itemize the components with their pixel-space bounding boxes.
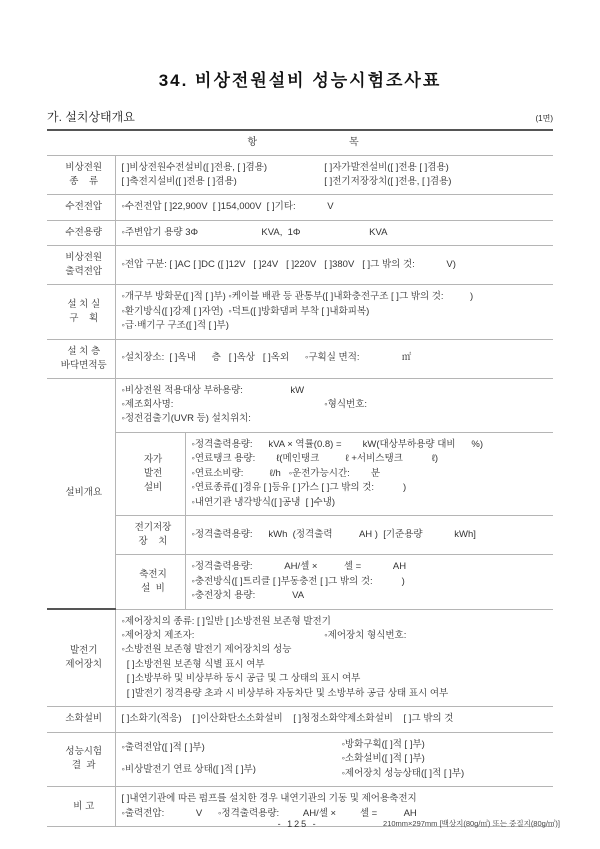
field-line: ◦비상발전기 연료 상태([ ]적 [ ]부) [121, 763, 256, 775]
field-line: ◦전압 구분: [ ]AC [ ]DC ([ ]12V [ ]24V [ ]220V [ ]380V [ ]그 밖의 것: V) [121, 258, 456, 270]
footer-paper-note: 210mm×297mm [백상지(80g/㎡) 또는 중질지(80g/㎡)] [383, 819, 560, 828]
row-label-room-partition: 설 치 실 구 획 [47, 285, 115, 340]
field-line: ◦연료소비량: ℓ/h ◦운전가능시간: 분 [191, 467, 381, 479]
field-line: ◦정격출력용량: AH/셀 × 셀 = AH [191, 561, 407, 572]
row-overview-generator [47, 432, 553, 516]
row-overview-battery [47, 555, 553, 610]
field-line: ◦급·배기구 구조([ ]적 [ ]부) [121, 320, 229, 331]
field-line: ◦출력전압: V ◦정격출력용량: AH/셀 × 셀 = AH [121, 807, 417, 819]
field-line: ◦정전검출기(UVR 등) 설치위치: [121, 413, 251, 424]
row-label-remarks: 비 고 [47, 787, 115, 827]
row-content-generator [185, 432, 553, 516]
field-line: ◦연료종류([ ]경유 [ ]등유 [ ]가스 [ ]그 밖의 것: ) [191, 482, 407, 493]
row-test-result [47, 732, 553, 787]
row-label-overview: 설비개요 [47, 378, 115, 609]
field-line: ◦제어장치의 종류: [ ]일반 [ ]소방전원 보존형 발전기 [121, 615, 331, 627]
field-line: ◦내연기관 냉각방식([ ]공냉 [ ]수냉) [191, 496, 336, 508]
row-label-incoming-capacity: 수전용량 [47, 220, 115, 246]
row-controller [47, 609, 553, 707]
row-floor-area [47, 339, 553, 378]
checkbox-line: [ ]전기저장장치([ ]전용, [ ]겸용) [324, 176, 452, 187]
row-room-partition [47, 285, 553, 340]
row-label-extinguishing: 소화설비 [47, 707, 115, 733]
row-label-generator: 자가 발전 설비 [115, 432, 185, 516]
row-overview-storage [47, 516, 553, 555]
row-content-power-type [115, 156, 553, 195]
row-content-incoming-capacity [115, 220, 553, 246]
row-content-overview-head [115, 378, 553, 432]
field-line: ◦주변압기 용량 3Φ KVA, 1Φ KVA [121, 226, 388, 238]
page-footer [0, 819, 600, 833]
row-content-floor-area [115, 339, 553, 378]
row-content-incoming-voltage [115, 195, 553, 221]
field-line: ◦환기방식([ ]강제 [ ]자연) ◦덕트([ ]방화댐퍼 부착 [ ]내화피복) [121, 305, 370, 317]
checkbox-line: [ ]축전지설비([ ]전용 [ ]겸용) [121, 176, 237, 187]
row-content-battery [185, 555, 553, 610]
field-line: ◦소방전원 보존형 발전기 제어장치의 성능 [121, 644, 292, 655]
table-header-cell [47, 130, 553, 156]
field-line: [ ]발전기 정격용량 초과 시 비상부하 자동차단 및 소방부하 공급 상태 표시 여부 [121, 687, 449, 699]
page-marker: (1면) [535, 114, 553, 123]
field-line: [ ]소화기(적응) [ ]이산화탄소소화설비 [ ]청정소화약제소화설비 [ ]그 밖의 것 [121, 713, 454, 724]
document-title: 34. 비상전원설비 성능시험조사표 [158, 71, 442, 90]
row-label-test-result: 성능시험 결 과 [47, 732, 115, 787]
header-mok: 목 [349, 137, 359, 148]
row-label-controller: 발전기 제어장치 [47, 609, 115, 707]
row-power-type [47, 156, 553, 195]
row-label-floor-area: 설 치 층 바닥면적등 [47, 339, 115, 378]
field-line: ◦정격출력용량: kWh (정격출력 AH ) [기준용량 kWh] [191, 528, 476, 540]
row-incoming-voltage [47, 195, 553, 221]
section-header [47, 108, 553, 125]
section-title: 가. 설치상태개요 [47, 110, 135, 124]
field-line: ◦충전방식([ ]트리클 [ ]부동충전 [ ]그 밖의 것: ) [191, 575, 405, 587]
header-hang: 항 [247, 137, 257, 148]
field-line: ◦충전장치 용량: VA [191, 590, 305, 601]
field-line: [ ]내연기관에 따른 펌프를 설치한 경우 내연기관의 기동 및 제어용축전지 [121, 793, 417, 804]
row-content-extinguishing [115, 707, 553, 733]
survey-form-table [47, 129, 553, 827]
row-output-voltage [47, 246, 553, 285]
field-line: ◦연료탱크 용량: ℓ(메인탱크 ℓ +서비스탱크 ℓ) [191, 453, 439, 464]
field-line: ◦제어장치 성능상태([ ]적 [ ]부) [341, 767, 465, 779]
row-label-battery: 축전지 설 비 [115, 555, 185, 610]
row-label-incoming-voltage: 수전전압 [47, 195, 115, 221]
row-content-storage [185, 516, 553, 555]
field-line: ◦제어장치 제조자: [121, 630, 195, 641]
field-line: ◦정격출력용량: kVA × 역률(0.8) = kW(대상부하용량 대비 %) [191, 438, 483, 450]
field-line: ◦형식번호: [324, 399, 368, 410]
row-content-output-voltage [115, 246, 553, 285]
checkbox-line: [ ]자가발전설비([ ]전용 [ ]겸용) [324, 162, 449, 173]
field-line: ◦설치장소: [ ]옥내 층 [ ]옥상 [ ]옥외 ◦구획실 면적: ㎡ [121, 352, 412, 364]
field-line: ◦소화설비([ ]적 [ ]부) [341, 753, 425, 764]
row-label-output-voltage: 비상전원 출력전압 [47, 246, 115, 285]
row-content-test-result [115, 732, 553, 787]
row-content-room-partition [115, 285, 553, 340]
table-header-row [47, 130, 553, 156]
row-content-controller [115, 609, 553, 707]
row-label-power-type: 비상전원 종 류 [47, 156, 115, 195]
field-line: ◦출력전압([ ]적 [ ]부) [121, 742, 205, 754]
field-line: ◦수전전압 [ ]22,900V [ ]154,000V [ ]기타: V [121, 201, 334, 212]
field-line: [ ]소방부하 및 비상부하 동시 공급 및 그 상태의 표시 여부 [121, 673, 361, 684]
field-line: ◦비상전원 적용대상 부하용량: kW [121, 384, 305, 396]
row-label-storage: 전기저장 장 치 [115, 516, 185, 555]
row-extinguishing [47, 707, 553, 733]
field-line: ◦방화구획([ ]적 [ ]부) [341, 738, 425, 750]
field-line: ◦제조회사명: [121, 399, 174, 410]
field-line: ◦제어장치 형식번호: [324, 630, 407, 641]
checkbox-line: [ ]비상전원수전설비([ ]전용, [ ]겸용) [121, 162, 267, 173]
field-line: [ ]소방전원 보존형 식별 표시 여부 [121, 658, 265, 670]
footer-page-number: - 125 - [277, 819, 318, 829]
field-line: ◦개구부 방화문([ ]적 [ ]부) ◦케이블 배관 등 관통부([ ]내화충전구조 [ ]그 밖의 것: ) [121, 291, 474, 302]
row-overview-head [47, 378, 553, 432]
row-incoming-capacity [47, 220, 553, 246]
